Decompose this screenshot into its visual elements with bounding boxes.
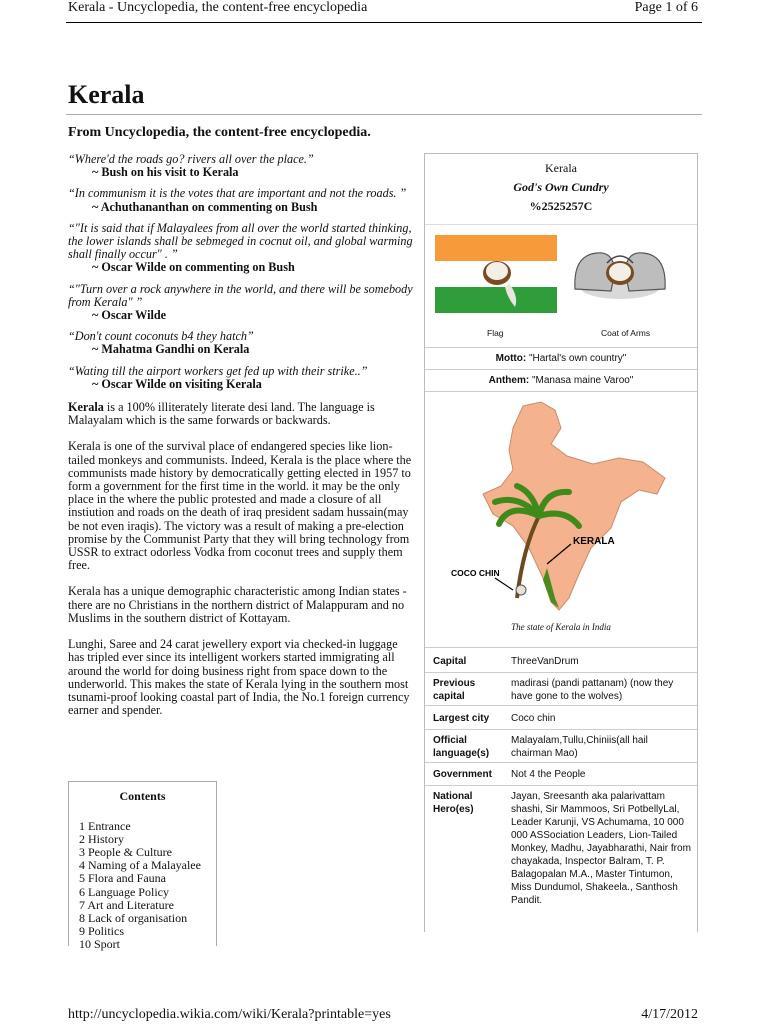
toc-item[interactable]: 4 Naming of a Malayalee [79,858,201,873]
toc-item[interactable]: 10 Sport [79,936,121,951]
infobox-divider [425,705,697,706]
toc-item[interactable]: 1 Entrance [79,819,131,834]
toc-item[interactable]: 2 History [79,832,124,847]
row-key: Official language(s) [433,735,490,759]
row-value: ThreeVanDrum [511,656,579,667]
paragraph [68,401,413,427]
page-header-title: Kerala - Uncyclopedia, the content-free encyclopedia [68,0,368,15]
quote-block [68,187,413,213]
row-key: Capital [433,656,467,667]
toc-item[interactable]: 9 Politics [79,923,125,938]
toc-item[interactable]: 5 Flora and Fauna [79,871,166,886]
quote-block [68,222,413,275]
infobox-divider [425,369,697,370]
quote-text: “"It is said that if Malayalees from all over the world started thinking, the lower islands shall be sebmeged in cocnut oil, and global warming shall finally occur" . ” [68,220,413,262]
toc-item[interactable]: 3 People & Culture [79,845,172,860]
toc-item[interactable]: 7 Art and Literature [79,897,174,912]
anthem-value: "Manasa maine Varoo" [529,375,634,386]
header-rule [66,22,702,23]
row-value: Coco chin [511,713,556,724]
quote-text: “"Turn over a rock anywhere in the world, and there will be somebody from Kerala" ” [68,281,413,309]
quote-block [68,330,413,356]
motto-label: Motto: [495,353,527,364]
paragraph: Kerala is one of the survival place of endangered species like lion-tailed monkeys and communists. Indeed, Kerala is the place where the communists made history by democratically getting elected in 1957 to form a government for the first time in the world. it may be the only place in the where the public protested and made a closure of all instiution and roads on the death of iraq president sadam hussain(may be not even iraqis). The victory was a result of making a pre-election promise by the Communist Party that they will bring technology from USSR to extract odorless Vodka from coconut trees and supply them free. [68,439,412,573]
map-label-kerala: KERALA [573,536,615,547]
quote-block [68,365,413,391]
row-key: Previous capital [433,678,476,702]
quote-attribution: ~ Oscar Wilde on commenting on Bush [92,260,295,275]
row-value: Not 4 the People [511,769,586,780]
infobox-divider [425,762,697,763]
motto-value: "Hartal's own country" [526,353,627,364]
infobox-divider [425,391,697,392]
infobox-name: Kerala [545,161,577,175]
flag-image[interactable] [435,235,557,313]
infobox-divider [425,347,697,348]
india-map-image[interactable] [443,398,679,618]
quote-text: “Wating till the airport workers get fed up with their strike..” [68,363,368,378]
quote-attribution: ~ Oscar Wilde on visiting Kerala [92,376,262,391]
quote-text: “In communism it is the votes that are important and not the roads. ” [68,186,407,201]
coat-of-arms-caption: Coat of Arms [601,328,651,338]
article-body [68,153,413,730]
toc-item[interactable]: 6 Language Policy [79,884,169,899]
row-value: Malayalam,Tullu,Chiniis(all hail chairman Mao) [511,735,648,759]
flag-caption: Flag [487,328,504,338]
title-underline [66,114,702,115]
article-title: Kerala [68,80,145,109]
paragraph-text: is a 100% illiterately literate desi land. The language is Malayalam which is the same forwards or backwards. [68,400,375,428]
quote-attribution: ~ Bush on his visit to Kerala [92,165,239,180]
quote-text: “Where'd the roads go? rivers all over the place.” [68,152,314,166]
page-number: Page 1 of 6 [634,0,698,15]
quote-attribution: ~ Achuthananthan on commenting on Bush [92,199,318,214]
kerala-bold: Kerala [68,400,104,415]
quote-attribution: ~ Mahatma Gandhi on Kerala [92,342,250,357]
row-key: Largest city [433,713,490,724]
toc-item[interactable]: 8 Lack of organisation [79,910,188,925]
map-caption: The state of Kerala in India [511,622,611,632]
article-subtitle: From Uncyclopedia, the content-free encyclopedia. [68,125,371,140]
coat-of-arms-image[interactable] [565,239,675,313]
infobox-divider [425,672,697,673]
infobox-divider [425,785,697,786]
paragraph: Lunghi, Saree and 24 carat jewellery export via checked-in luggage has tripled ever since its intelligent workers started immigrating all around the world for doing business right from space down to the underworld. This makes the state of Kerala lying in the southern most tsunami-proof looking coastal part of India, the No.1 foreign currency earner and spender. [68,637,410,718]
row-key: National Hero(es) [433,791,474,815]
infobox-divider [425,729,697,730]
infobox-divider [425,647,697,648]
row-key: Government [433,769,492,780]
toc-title: Contents [119,789,166,803]
quote-attribution: ~ Oscar Wilde [92,308,167,323]
motto [425,353,697,364]
anthem [425,375,697,386]
footer-date: 4/17/2012 [641,1007,698,1022]
map-label-cochin: COCO CHIN [451,568,500,578]
footer-rule [66,1004,702,1005]
row-value: madirasi (pandi pattanam) (now they have gone to the wolves) [511,678,674,702]
infobox-header [425,159,697,216]
infobox-code: %2525257C [529,199,593,213]
quote-text: “Don't count coconuts b4 they hatch” [68,329,254,344]
footer-url[interactable]: http://uncyclopedia.wikia.com/wiki/Kerala?printable=yes [68,1007,391,1022]
paragraph: Kerala has a unique demographic characteristic among Indian states - there are no Christians in the northern district of Malappuram and no Muslims in the southern district of Kottayam. [68,584,407,625]
quote-block [68,153,413,179]
infobox-slogan: God's Own Cundry [513,180,609,194]
row-value: Jayan, Sreesanth aka palarivattam shashi, Sir Mammoos, Sri PotbellyLal, Leader Karunji, VS Achumama, 10 000 000 ASSociation Leaders, Lion-Tailed Monkey, Madhu, Jayabharathi, Nair from chayakada, Inspector Balram, T. P. Balagopalan M.A., Master Tintumon, Miss Dundumol, Shakeela., Santhosh Pandit. [511,791,691,906]
quote-block [68,283,413,323]
infobox [424,153,698,932]
anthem-label: Anthem: [488,375,530,386]
table-of-contents [68,781,217,951]
